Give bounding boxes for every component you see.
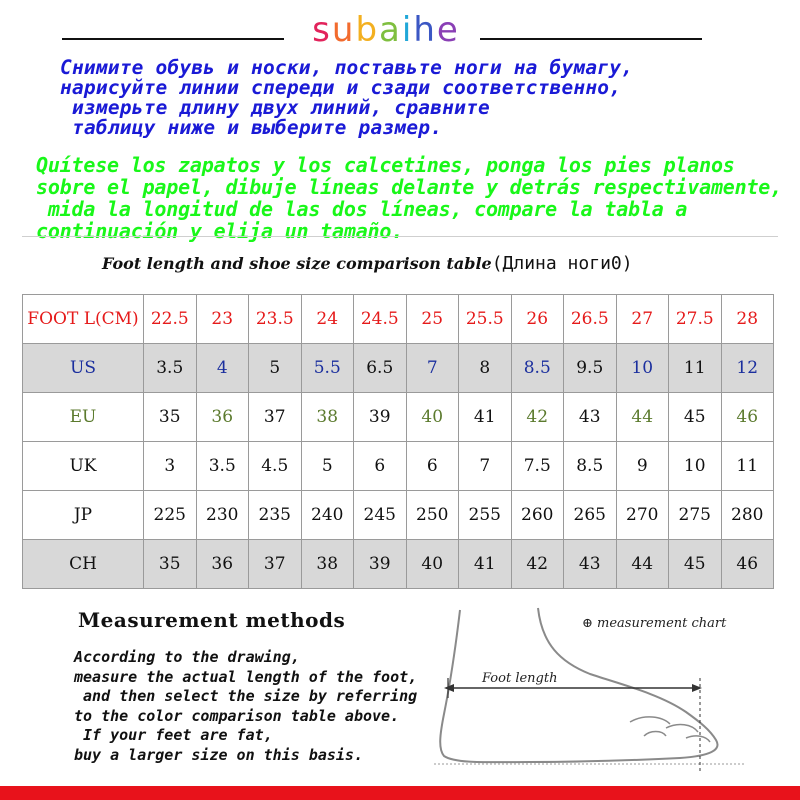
size-cell: 26.5 [564,295,617,344]
size-cell: 38 [301,540,354,589]
size-cell: 25 [406,295,459,344]
size-cell: 260 [511,491,564,540]
size-cell: 24.5 [354,295,407,344]
table-row [23,442,774,491]
size-cell: 23.5 [249,295,302,344]
size-cell: 8.5 [511,344,564,393]
size-cell: 22.5 [144,295,197,344]
size-cell: 7 [406,344,459,393]
size-cell: 6 [354,442,407,491]
size-cell: 40 [406,393,459,442]
brand-letter: i [401,10,414,50]
table-row [23,491,774,540]
size-cell: 37 [249,393,302,442]
size-cell: 5.5 [301,344,354,393]
size-cell: 7 [459,442,512,491]
size-cell: 230 [196,491,249,540]
brand-header [0,8,800,54]
spanish-instructions [36,154,796,242]
row-label: EU [23,393,144,442]
size-cell: 44 [616,540,669,589]
measurement-line: If your feet are fat, [74,726,273,744]
size-cell: 42 [511,393,564,442]
size-cell: 36 [196,393,249,442]
brand-letter: s [312,10,332,50]
size-cell: 225 [144,491,197,540]
instruction-line: таблицу ниже и выберите размер. [72,116,443,139]
measurement-chart-text: measurement chart [597,616,727,631]
size-cell: 8 [459,344,512,393]
brand-letter: a [379,10,402,50]
table-row [23,540,774,589]
instruction-line: измерьте длину двух линий, сравните [72,96,490,119]
size-cell: 11 [721,442,774,491]
row-label: FOOT L(CM) [23,295,144,344]
size-cell: 24 [301,295,354,344]
size-cell: 9.5 [564,344,617,393]
size-cell: 5 [301,442,354,491]
bottom-accent-bar [0,786,800,800]
size-cell: 10 [669,442,722,491]
size-cell: 11 [669,344,722,393]
size-cell: 5 [249,344,302,393]
size-cell: 43 [564,393,617,442]
measurement-line: measure the actual length of the foot, [74,667,418,686]
table-title-row [22,236,778,295]
size-cell: 37 [249,540,302,589]
size-cell: 44 [616,393,669,442]
instruction-line: Quítese los zapatos y los calcetines, ponga los pies planos [36,153,735,177]
table-row [23,344,774,393]
instruction-line: нарисуйте линии спереди и сзади соответственно, [60,76,622,99]
brand-letter: e [436,10,460,50]
size-cell: 35 [144,540,197,589]
table-title-ru: (Длина ноги0) [491,253,633,274]
size-cell: 27.5 [669,295,722,344]
size-cell: 45 [669,540,722,589]
size-cell: 28 [721,295,774,344]
instruction-line: sobre el papel, dibuje líneas delante y detrás respectivamente, [36,175,782,199]
size-cell: 7.5 [511,442,564,491]
measurement-chart-label [582,616,726,631]
size-cell: 43 [564,540,617,589]
size-cell: 265 [564,491,617,540]
size-cell: 270 [616,491,669,540]
table-row [23,393,774,442]
brand-letter: b [355,10,380,50]
size-cell: 12 [721,344,774,393]
size-cell: 280 [721,491,774,540]
table-title [102,253,633,274]
size-cell: 255 [459,491,512,540]
size-cell: 10 [616,344,669,393]
size-cell: 39 [354,393,407,442]
size-cell: 41 [459,393,512,442]
row-label: UK [23,442,144,491]
size-cell: 235 [249,491,302,540]
size-cell: 3.5 [196,442,249,491]
brand-logo [296,10,476,50]
size-cell: 40 [406,540,459,589]
instruction-line: continuación y elija un tamaño. [36,219,404,243]
table-title-en: Foot length and shoe size comparison table [102,254,492,273]
size-comparison-table [22,294,774,589]
russian-instructions [60,58,740,138]
measurement-line: buy a larger size on this basis. [74,745,363,764]
row-label: US [23,344,144,393]
size-cell: 25.5 [459,295,512,344]
size-cell: 250 [406,491,459,540]
size-cell: 8.5 [564,442,617,491]
size-cell: 240 [301,491,354,540]
size-cell: 42 [511,540,564,589]
foot-length-label: Foot length [482,671,558,686]
size-cell: 23 [196,295,249,344]
size-cell: 41 [459,540,512,589]
size-chart [22,236,778,594]
measurement-instructions [74,648,417,765]
compass-icon: ⊕ [582,616,598,631]
size-cell: 4.5 [249,442,302,491]
brand-letter: h [413,10,437,50]
size-cell: 35 [144,393,197,442]
measurement-line: and then select the size by referring [74,687,418,705]
size-cell: 38 [301,393,354,442]
size-cell: 9 [616,442,669,491]
instruction-line: mida la longitud de las dos líneas, compare la tabla a [36,197,688,221]
size-cell: 46 [721,540,774,589]
row-label: CH [23,540,144,589]
instruction-line: Снимите обувь и носки, поставьте ноги на бумагу, [60,56,634,79]
size-cell: 4 [196,344,249,393]
size-cell: 6 [406,442,459,491]
size-cell: 26 [511,295,564,344]
size-cell: 36 [196,540,249,589]
size-cell: 39 [354,540,407,589]
brand-letter: u [331,10,356,50]
measurement-line: According to the drawing, [74,648,300,666]
table-row [23,295,774,344]
size-cell: 46 [721,393,774,442]
brand-divider-right [480,38,702,40]
size-cell: 3.5 [144,344,197,393]
row-label: JP [23,491,144,540]
size-cell: 275 [669,491,722,540]
brand-divider-left [62,38,284,40]
size-cell: 27 [616,295,669,344]
foot-diagram [430,604,750,784]
size-cell: 45 [669,393,722,442]
size-cell: 6.5 [354,344,407,393]
size-cell: 245 [354,491,407,540]
size-cell: 3 [144,442,197,491]
measurement-heading: Measurement methods [78,608,346,632]
measurement-line: to the color comparison table above. [74,706,400,725]
